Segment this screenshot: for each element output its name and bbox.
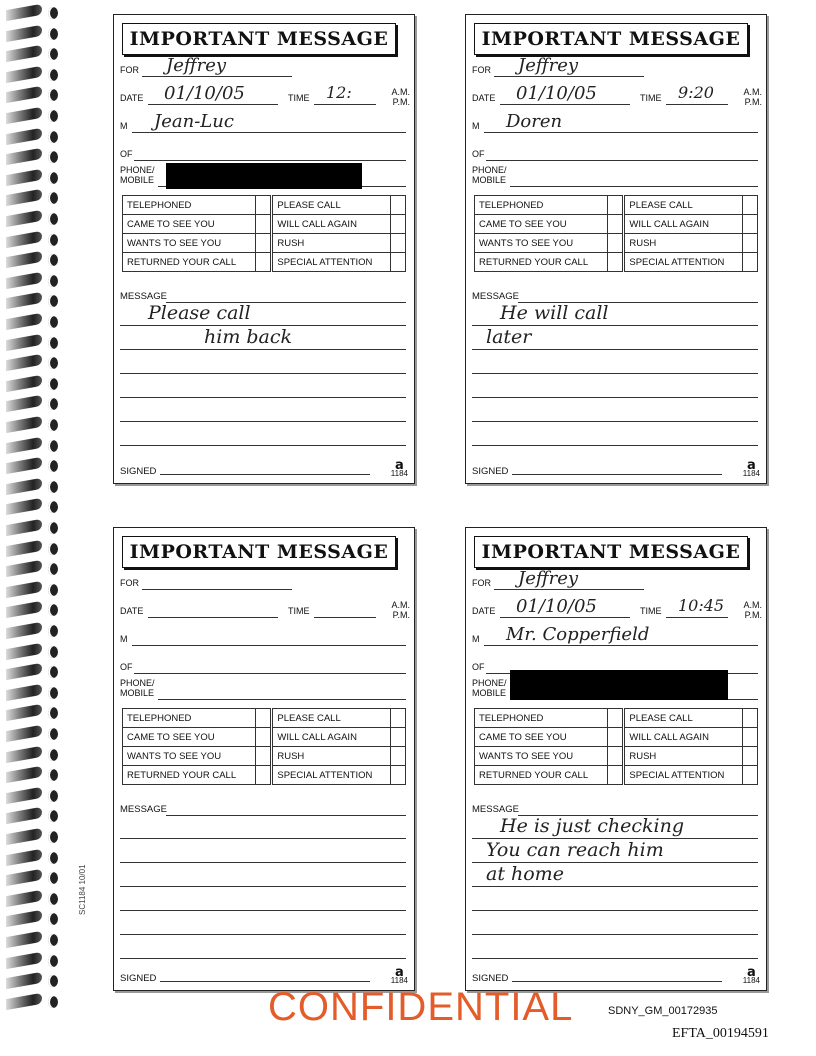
check-label: WANTS TO SEE YOU	[123, 747, 256, 766]
spiral-ring	[4, 377, 64, 391]
message-line: He will call	[500, 302, 609, 324]
confidential-stamp: CONFIDENTIAL	[268, 985, 574, 1029]
checkbox	[743, 728, 758, 747]
checkbox	[256, 253, 272, 272]
checkbox	[743, 215, 758, 234]
message-line: him back	[204, 326, 293, 348]
check-label: RETURNED YOUR CALL	[475, 766, 608, 785]
check-table	[474, 195, 758, 272]
for-value: Jeffrey	[166, 55, 227, 76]
check-row	[475, 747, 758, 766]
date-label: DATE	[472, 93, 496, 103]
spiral-ring	[4, 397, 64, 411]
publisher-logo: a 1184	[742, 458, 760, 478]
checkbox	[743, 196, 758, 215]
spiral-ring	[4, 686, 64, 700]
check-label: WANTS TO SEE YOU	[475, 747, 608, 766]
time-label: TIME	[288, 606, 310, 616]
m-label: M	[472, 121, 480, 131]
checkbox	[608, 766, 624, 785]
spiral-ring	[4, 68, 64, 82]
spiral-ring	[4, 253, 64, 267]
check-label: CAME TO SEE YOU	[123, 728, 256, 747]
check-label: WILL CALL AGAIN	[272, 728, 391, 747]
spiral-ring	[4, 439, 64, 453]
from-value: Mr. Copperfield	[506, 624, 650, 645]
for-label: FOR	[120, 65, 139, 75]
checkbox	[256, 728, 272, 747]
publisher-logo: a 1184	[390, 458, 408, 478]
check-label: TELEPHONED	[123, 196, 256, 215]
spiral-ring	[4, 892, 64, 906]
check-label: RUSH	[624, 234, 743, 253]
checkbox	[256, 196, 272, 215]
redaction-box	[510, 670, 728, 700]
check-label: TELEPHONED	[475, 196, 608, 215]
spiral-ring	[4, 191, 64, 205]
date-label: DATE	[120, 606, 144, 616]
message-label: MESSAGE	[472, 291, 519, 302]
check-row	[123, 196, 406, 215]
spiral-ring	[4, 562, 64, 576]
check-label: PLEASE CALL	[272, 709, 391, 728]
signed-label: SIGNED	[472, 466, 509, 477]
spiral-ring	[4, 233, 64, 247]
message-line: You can reach him	[486, 839, 664, 861]
spiral-ring	[4, 954, 64, 968]
spiral-ring	[4, 995, 64, 1009]
check-table	[474, 708, 758, 785]
spiral-ring	[4, 130, 64, 144]
spiral-ring	[4, 768, 64, 782]
phone-label: PHONE/ MOBILE	[120, 165, 155, 185]
check-label: WANTS TO SEE YOU	[123, 234, 256, 253]
check-label: WILL CALL AGAIN	[624, 728, 743, 747]
checkbox	[256, 747, 272, 766]
spiral-ring	[4, 336, 64, 350]
spiral-ring	[4, 315, 64, 329]
of-label: OF	[472, 149, 485, 159]
spiral-ring	[4, 150, 64, 164]
check-label: SPECIAL ATTENTION	[624, 253, 743, 272]
check-row	[123, 747, 406, 766]
date-label: DATE	[472, 606, 496, 616]
time-value: 10:45	[678, 596, 725, 615]
check-label: CAME TO SEE YOU	[123, 215, 256, 234]
am-pm: A.M. P.M.	[743, 600, 762, 620]
checkbox	[608, 728, 624, 747]
bates-number: SDNY_GM_00172935	[608, 1005, 718, 1017]
check-row	[475, 234, 758, 253]
spiral-ring	[4, 974, 64, 988]
spiral-ring	[4, 274, 64, 288]
am-pm: A.M. P.M.	[743, 87, 762, 107]
check-row	[475, 766, 758, 785]
checkbox	[608, 215, 624, 234]
check-label: RUSH	[624, 747, 743, 766]
spiral-ring	[4, 830, 64, 844]
of-label: OF	[472, 662, 485, 672]
checkbox	[256, 234, 272, 253]
check-label: PLEASE CALL	[272, 196, 391, 215]
spiral-ring	[4, 809, 64, 823]
check-label: RETURNED YOUR CALL	[475, 253, 608, 272]
message-line: He is just checking	[500, 815, 685, 837]
checkbox	[608, 747, 624, 766]
message-slip-2	[465, 14, 767, 484]
message-line: later	[486, 326, 532, 348]
checkbox	[391, 196, 406, 215]
checkbox	[391, 215, 406, 234]
check-label: TELEPHONED	[475, 709, 608, 728]
spiral-ring	[4, 356, 64, 370]
check-label: SPECIAL ATTENTION	[272, 253, 391, 272]
time-label: TIME	[288, 93, 310, 103]
spiral-ring	[4, 418, 64, 432]
checkbox	[391, 253, 406, 272]
checkbox	[391, 766, 406, 785]
check-row	[123, 766, 406, 785]
time-value: 9:20	[678, 83, 714, 102]
spiral-ring	[4, 6, 64, 20]
redaction-box	[166, 163, 362, 189]
check-label: RUSH	[272, 747, 391, 766]
m-label: M	[120, 634, 128, 644]
check-label: CAME TO SEE YOU	[475, 215, 608, 234]
message-slip-3	[113, 527, 415, 991]
for-value: Jeffrey	[518, 55, 579, 76]
message-slip-1	[113, 14, 415, 484]
date-value: 01/10/05	[164, 83, 245, 104]
checkbox	[391, 234, 406, 253]
checkbox	[608, 253, 624, 272]
checkbox	[391, 709, 406, 728]
slip-title: IMPORTANT MESSAGE	[122, 23, 396, 55]
check-label: TELEPHONED	[123, 709, 256, 728]
date-label: DATE	[120, 93, 144, 103]
slip-title: IMPORTANT MESSAGE	[122, 536, 396, 568]
time-label: TIME	[640, 93, 662, 103]
message-label: MESSAGE	[120, 804, 167, 815]
spiral-ring	[4, 27, 64, 41]
slip-title: IMPORTANT MESSAGE	[474, 23, 748, 55]
from-value: Jean-Luc	[154, 111, 234, 132]
check-row	[475, 196, 758, 215]
check-row	[123, 709, 406, 728]
check-label: RUSH	[272, 234, 391, 253]
checkbox	[391, 728, 406, 747]
form-code: SC1184 10/01	[78, 864, 87, 915]
checkbox	[608, 709, 624, 728]
spiral-ring	[4, 480, 64, 494]
spiral-ring	[4, 851, 64, 865]
check-row	[123, 234, 406, 253]
phone-label: PHONE/ MOBILE	[120, 678, 155, 698]
spiral-ring	[4, 624, 64, 638]
message-slip-4	[465, 527, 767, 991]
spiral-ring	[4, 645, 64, 659]
check-label: PLEASE CALL	[624, 196, 743, 215]
am-pm: A.M. P.M.	[391, 600, 410, 620]
check-label: WILL CALL AGAIN	[624, 215, 743, 234]
from-value: Doren	[506, 111, 563, 132]
spiral-ring	[4, 603, 64, 617]
check-label: WILL CALL AGAIN	[272, 215, 391, 234]
time-value: 12:	[326, 83, 352, 102]
m-label: M	[120, 121, 128, 131]
spiral-ring	[4, 583, 64, 597]
for-label: FOR	[472, 65, 491, 75]
spiral-ring	[4, 706, 64, 720]
phone-label: PHONE/ MOBILE	[472, 165, 507, 185]
message-line: at home	[486, 863, 564, 885]
message-line: Please call	[148, 302, 251, 324]
spiral-ring	[4, 727, 64, 741]
spiral-ring	[4, 665, 64, 679]
spiral-ring	[4, 171, 64, 185]
signed-label: SIGNED	[120, 973, 157, 984]
checkbox	[256, 766, 272, 785]
m-label: M	[472, 634, 480, 644]
spiral-ring	[4, 748, 64, 762]
spiral-ring	[4, 789, 64, 803]
spiral-ring	[4, 912, 64, 926]
check-label: SPECIAL ATTENTION	[624, 766, 743, 785]
date-value: 01/10/05	[516, 83, 597, 104]
of-label: OF	[120, 149, 133, 159]
message-label: MESSAGE	[120, 291, 167, 302]
time-label: TIME	[640, 606, 662, 616]
checkbox	[743, 747, 758, 766]
check-row	[475, 253, 758, 272]
check-label: CAME TO SEE YOU	[475, 728, 608, 747]
check-table	[122, 708, 406, 785]
spiral-binding	[0, 0, 70, 1056]
spiral-ring	[4, 212, 64, 226]
check-label: RETURNED YOUR CALL	[123, 766, 256, 785]
efta-number: EFTA_00194591	[672, 1026, 769, 1041]
check-label: PLEASE CALL	[624, 709, 743, 728]
checkbox	[743, 253, 758, 272]
check-label: SPECIAL ATTENTION	[272, 766, 391, 785]
check-label: WANTS TO SEE YOU	[475, 234, 608, 253]
spiral-ring	[4, 47, 64, 61]
checkbox	[391, 747, 406, 766]
for-label: FOR	[120, 578, 139, 588]
checkbox	[743, 234, 758, 253]
checkbox	[743, 709, 758, 728]
checkbox	[608, 234, 624, 253]
date-value: 01/10/05	[516, 596, 597, 617]
signed-label: SIGNED	[120, 466, 157, 477]
check-row	[123, 253, 406, 272]
check-row	[475, 709, 758, 728]
publisher-logo: a 1184	[742, 965, 760, 985]
spiral-ring	[4, 933, 64, 947]
signed-label: SIGNED	[472, 973, 509, 984]
am-pm: A.M. P.M.	[391, 87, 410, 107]
check-row	[475, 215, 758, 234]
checkbox	[256, 709, 272, 728]
check-table	[122, 195, 406, 272]
check-label: RETURNED YOUR CALL	[123, 253, 256, 272]
check-row	[475, 728, 758, 747]
slip-title: IMPORTANT MESSAGE	[474, 536, 748, 568]
spiral-ring	[4, 88, 64, 102]
spiral-ring	[4, 459, 64, 473]
spiral-ring	[4, 294, 64, 308]
spiral-ring	[4, 542, 64, 556]
checkbox	[743, 766, 758, 785]
phone-label: PHONE/ MOBILE	[472, 678, 507, 698]
checkbox	[608, 196, 624, 215]
spiral-ring	[4, 109, 64, 123]
for-value: Jeffrey	[518, 568, 579, 589]
spiral-ring	[4, 500, 64, 514]
check-row	[123, 215, 406, 234]
of-label: OF	[120, 662, 133, 672]
spiral-ring	[4, 521, 64, 535]
checkbox	[256, 215, 272, 234]
for-label: FOR	[472, 578, 491, 588]
publisher-logo: a 1184	[390, 965, 408, 985]
spiral-ring	[4, 871, 64, 885]
check-row	[123, 728, 406, 747]
message-label: MESSAGE	[472, 804, 519, 815]
